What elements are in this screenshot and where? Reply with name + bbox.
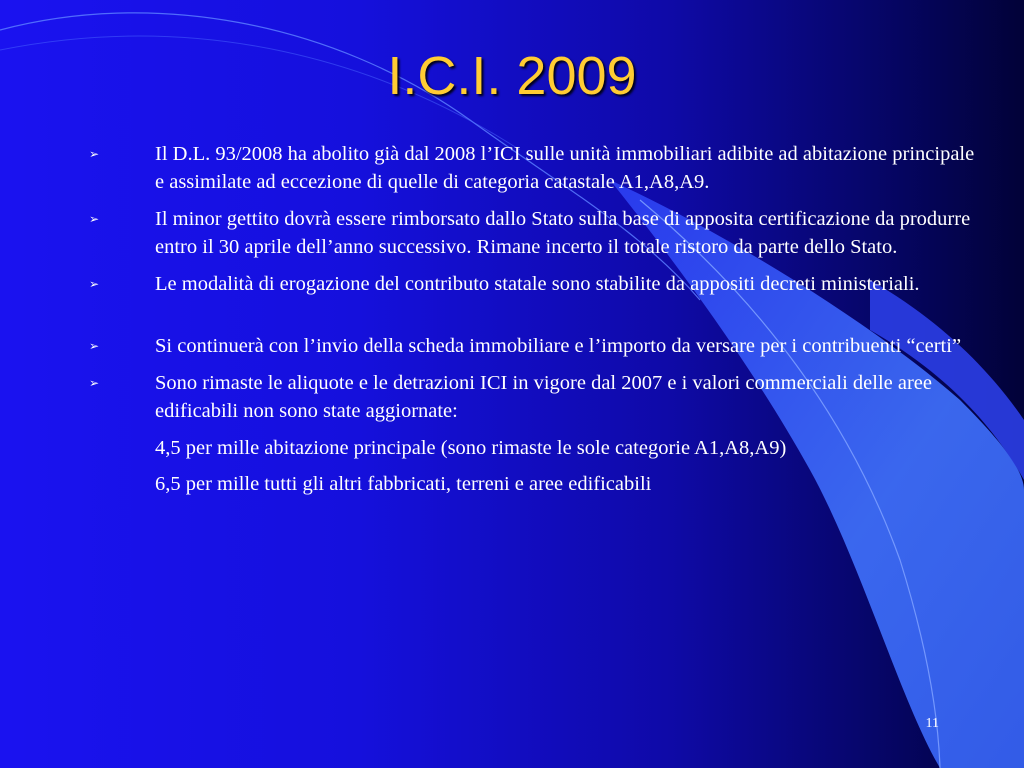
bullet-text: Si continuerà con l’invio della scheda immobiliare e l’importo da versare per i contribuenti “certi” xyxy=(155,335,962,357)
arrowhead-bullet-icon: ➢ xyxy=(88,147,100,161)
bullet-item xyxy=(82,270,982,298)
bullet-text: Sono rimaste le aliquote e le detrazioni ICI in vigore dal 2007 e i valori commerciali delle aree edificabili non sono state aggiornate: xyxy=(155,372,933,422)
arrowhead-bullet-icon: ➢ xyxy=(88,339,100,353)
bullet-item xyxy=(82,332,982,360)
bullet-item xyxy=(82,205,982,261)
bullet-item xyxy=(82,369,982,425)
bullet-item xyxy=(82,140,982,196)
rate-line: 4,5 per mille abitazione principale (sono rimaste le sole categorie A1,A8,A9) xyxy=(155,437,787,459)
slide-title: I.C.I. 2009 xyxy=(387,46,637,106)
bullet-text: Il minor gettito dovrà essere rimborsato dallo Stato sulla base di apposita certificazione da produrre entro il 30 aprile dell’anno successivo. Rimane incerto il totale ristoro da parte dello Stato. xyxy=(155,208,971,258)
bullet-text: Le modalità di erogazione del contributo statale sono stabilite da appositi decreti ministeriali. xyxy=(155,273,920,295)
page-number: 11 xyxy=(925,716,939,731)
bullet-text: Il D.L. 93/2008 ha abolito già dal 2008 l’ICI sulle unità immobiliari adibite ad abitazione principale e assimilate ad eccezione di quelle di categoria catastale A1,A8,A9. xyxy=(155,143,975,193)
arrowhead-bullet-icon: ➢ xyxy=(88,277,100,291)
rate-line: 6,5 per mille tutti gli altri fabbricati, terreni e aree edificabili xyxy=(155,473,652,495)
bullet-list xyxy=(82,140,982,506)
arrowhead-bullet-icon: ➢ xyxy=(88,376,100,390)
arrowhead-bullet-icon: ➢ xyxy=(88,212,100,226)
